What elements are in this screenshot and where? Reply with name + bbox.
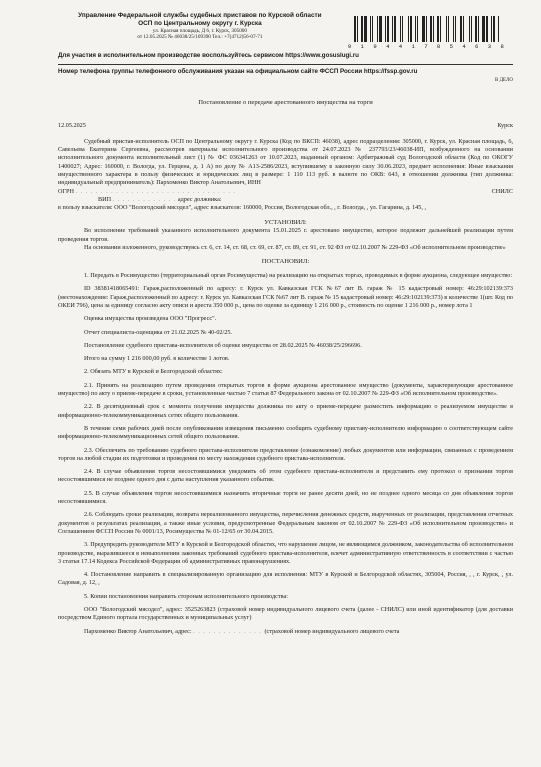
appraiser-line: Оценка имущества произведена ООО "Прогресс". [84, 315, 217, 323]
barcode-bar [428, 16, 429, 42]
org-division: ОСП по Центральному округу г. Курска [138, 20, 262, 27]
gosuslugi-notice: Для участия в исполнительном производстве воспользуйтесь сервисом https://www.gosuslugi.ru [58, 52, 359, 60]
doc-reg-number: от 12.05.2025 № 46038/25/109390 Тел.: +7(4712)56-07-71 [137, 34, 263, 41]
barcode-bar [385, 16, 386, 42]
date-line [58, 122, 513, 130]
barcode-bar [482, 16, 485, 42]
barcode-bar [392, 16, 393, 42]
barcode-bar [415, 16, 416, 42]
barcode-bar [471, 16, 472, 42]
filing-stamp: В ДЕЛО [495, 78, 513, 84]
letterhead [58, 12, 513, 50]
barcode-bar [486, 16, 488, 42]
resolution-item-1: 1. Передать в Росимущество (территориальный орган Росимущества) на реализацию на открытых торгах, проводимых в форме аукциона, следующее имущество: [84, 272, 513, 280]
claimant-paragraph: в пользу взыскателя: ООО "Вологодский мясодел", адрес взыскателя: 160000, Россия, Вологодская обл., , г. Вологда, , ул. Гагарина, д. 145, , [58, 204, 427, 212]
document-date: 12.05.2025 [58, 121, 86, 129]
resolution-item-2-2b: В течение семи рабочих дней после опубликования извещения письменно сообщить судебному приставу-исполнителю информацию о соответствующем сайте информационно-телекоммуникационных сетей общего пользования. [58, 424, 513, 441]
barcode-bar [404, 16, 407, 42]
barcode-bar [357, 16, 358, 42]
barcode-bar [383, 16, 384, 42]
barcode-block [342, 16, 513, 50]
org-name: Управление Федеральной службы судебных приставов по Курской области [78, 12, 322, 19]
barcode-bar [475, 16, 477, 42]
barcode-bar [368, 16, 369, 42]
document-city: Курск [497, 121, 513, 129]
barcode-bar [426, 16, 427, 42]
redacted-field: . . . . . . . . . . . . . . [193, 627, 265, 635]
barcode-bar [493, 16, 495, 42]
barcode-bar [450, 16, 452, 42]
debtor-address-line [58, 196, 513, 204]
resolution-item-2: 2. Обязать МТУ в Курской и Белгородской областях: [84, 368, 223, 376]
section-heading-resolved: ПОСТАНОВИЛ: [261, 258, 310, 266]
barcode-bar [370, 16, 371, 42]
ogrn-label: ОГРН [58, 187, 74, 195]
barcode-bar [390, 16, 391, 42]
preamble-paragraph: Судебный пристав-исполнитель ОСП по Центральному округу г. Курска (Код по ВКСП: 46038), адрес подразделения: 305000, г. Курск, ул. Красная площадь, 6, Савельева Екатерина Сергеевна, рассмотрев материалы исполнительного производства от 24.07.2023 № 237793/23/46038-ИП, возбужденного на основании исполнительного документа исполнительный лист (1) № ФС 036341263 от 10.07.2023, выданный органом: Арбитражный суд Вологодской области (Код по ОКОГУ 1400027; Адрес: 160000, г. Вологда, ул. Герцена, д. 1 А) по делу № А13-2586/2023, вступившему в законную силу 30.06.2023, предмет исполнения: Иные взыскания имущественного характера в пользу физических и юридических лиц в размере: 1 110 113 руб. в валюте по ОКВ: 643, в отношении должника (тип должника: индивидуальный предприниматель): Пархоменко Виктор Анатольевич, ИНН [58, 137, 513, 187]
document-title: Постановление о передаче арестованного имущества на торги [198, 98, 373, 106]
barcode-bar [437, 16, 439, 42]
redacted-field: . . . . . . . . . . . . . [112, 195, 177, 203]
barcode-bar [400, 16, 401, 42]
barcode-bar [419, 16, 421, 42]
fssp-phone-notice: Номер телефона группы телефонного обслуживания указан на официальном сайте ФССП России https://fssp.gov.ru [58, 67, 418, 75]
barcode-bar [489, 16, 490, 42]
barcode-bar [460, 16, 462, 42]
debtor-address-label: адрес должника: [177, 195, 222, 203]
legal-basis-paragraph: На основании изложенного, руководствуясь ст. 6, ст. 14, ст. 68, ст. 69, ст. 87, ст. 89, ст. 91, ст. 92 ФЗ от 02.10.2007 № 229-ФЗ «Об исполнительном производстве» [84, 243, 506, 251]
barcode-bar [440, 16, 441, 42]
barcode-bar [361, 16, 363, 42]
barcode-bar [480, 16, 481, 42]
resolution-item-2-5: 2.5. В случае объявления торгов несостоявшимися назначить вторичные торги не ранее десяти дней, но не позднее одного месяца со дня объявления торгов несостоявшимися. [58, 489, 513, 506]
barcode-bar [455, 16, 456, 42]
barcode-bar [435, 16, 436, 42]
barcode-bar [453, 16, 454, 42]
redacted-field: . . . . . . . . . . . . . . . . . . . . . . . . . . . . . . . . [75, 187, 236, 195]
barcode-bar [377, 16, 378, 42]
resolution-item-2-2: 2.2. В десятидневный срок с момента получения имущества должника по акту о приеме-передаче разместить информацию о реализуемом имуществе в информационно-телекоммуникационных сетях общего пользования. [58, 403, 513, 419]
appraisal-resolution-line: Постановление судебного пристава-исполнителя об оценке имущества от 28.02.2025 № 46038/25/296696. [84, 341, 362, 349]
barcode-bar [397, 16, 399, 42]
barcode-bar [496, 16, 497, 42]
total-line: Итого на сумму 1 216 000,00 руб. в количестве 1 лотов. [84, 355, 230, 363]
barcode-bar [442, 16, 445, 42]
snils-label: СНИЛС [491, 187, 513, 195]
barcode-bar [478, 16, 479, 42]
barcode-bar [469, 16, 470, 42]
resolution-item-2-6: 2.6. Соблюдать сроки реализации, возврата нереализованного имущества, перечисления денежных средств, вырученных от реализации, представления отчетных документов о результатах реализации, а также иные условия, предусмотренные Федеральным законом от 02.10.2007 № 229-ФЗ «Об исполнительном производстве» и Соглашением ФССП России № 0001/13, Росимущества № 01-12/65 от 30.04.2015. [58, 511, 513, 535]
barcode-bar [463, 16, 464, 42]
barcode-bar [498, 16, 499, 42]
org-address: ул. Красная площадь, Д 6, г. Курск, 305000 [152, 28, 247, 34]
vip-label: ВИП [98, 195, 112, 203]
property-description: ID 38381418065491: Гараж,расположенный по адресу: г. Курск ул. Кавказская ГСК №67 лит В. гараж № 15 кадастровый номер: 46:29:102139:373 (местонахождение: Гараж,расположенный по адресу: г. Курск ул. Кавказская ГСК №67 лит В. гараж № 15 кадастровый номер: 46:29:102139:373) в количестве 1(шт. Код по ОКЕИ 796), цена за единицу согласно акту описи и ареста 350 000 р., цена по оценке за единицу 1 216 000 р., стоимость по оценке 1 216 000 р., номер лота 1 [58, 285, 513, 309]
section-heading-established: УСТАНОВИЛ: [264, 218, 307, 226]
barcode-bar [422, 16, 425, 42]
barcode-bar [402, 16, 403, 42]
barcode-bar [379, 16, 382, 42]
barcode-image [342, 16, 513, 42]
resolution-item-2-3: 2.3. Обеспечить по требованию судебного пристава-исполнителя представление (ознакомление) любых документов или информации, связанных с проведением торгов на любой стадии их подготовки и проведения по месту нахождения судебного пристава-исполнителя. [58, 446, 513, 462]
barcode-number: 9 1 9 4 4 1 7 8 5 4 6 3 8 [347, 43, 507, 50]
resolution-item-2-4: 2.4. В случае объявления торгов несостоявшимися уведомить об этом судебного пристава-исполнителя и представить ему протокол о признании торгов несостоявшимися не позднее одного дня с даты наступления указанного события. [58, 468, 513, 484]
divider [58, 64, 513, 65]
debtor-ogrn-line [58, 188, 513, 196]
barcode-bar [417, 16, 418, 42]
barcode-bar [374, 16, 376, 42]
barcode-bar [446, 16, 447, 42]
resolution-item-2-1: 2.1. Принять на реализацию путем проведения открытых торгов в форме аукциона арестованное имущество (документы, характеризующие арестованное имущество) по акту о приеме-передаче в сроки, установленные частью 7 статьи 87 Федерального закона от 02.10.2007 № 229-ФЗ «Об исполнительном производстве». [58, 381, 513, 398]
barcode-bar [473, 16, 474, 42]
barcode-bar [410, 16, 412, 42]
barcode-bar [408, 16, 409, 42]
recipient-debtor-tail: (страховой номер индивидуального лицевого счета [264, 627, 400, 635]
barcode-bar [465, 16, 468, 42]
barcode-bar [394, 16, 396, 42]
barcode-bar [372, 16, 373, 42]
barcode-bar [433, 16, 434, 42]
resolution-item-4: 4. Постановление направить в специализированную организацию для исполнения: МТУ в Курской и Белгородской областях, 305004, Россия, , , г. Курск, , ул. Садовая, д. 12, , [58, 571, 513, 587]
barcode-bar [457, 16, 459, 42]
recipient-debtor [58, 628, 513, 636]
barcode-bar [354, 16, 356, 42]
resolution-item-3: 3. Предупредить руководителя МТУ в Курской и Белгородской областях, что нарушение лицом, не являющимся должником, законодательства об исполнительном производстве, выразившееся в невыполнении законных требований судебного пристава-исполнителя, влечет административную ответственность в соответствии с частью 3 статьи 17.14 Кодекса Российской Федерации об административных правонарушениях. [58, 541, 513, 565]
barcode-bar [387, 16, 389, 42]
issuer-block [58, 12, 342, 40]
resolution-item-5: 5. Копии постановления направить сторонам исполнительного производства: [84, 592, 288, 600]
recipient-debtor-name: Пархоменко Виктор Анатольевич, адрес: [84, 627, 192, 635]
barcode-bar [359, 16, 360, 42]
barcode-bar [491, 16, 492, 42]
barcode-bar [448, 16, 449, 42]
established-paragraph: Во исполнение требований указанного исполнительного документа 15.01.2025 г. арестовано имущество, которое подлежит дальнейшей реализации путем проведения торгов. [58, 227, 513, 243]
barcode-bar [413, 16, 414, 42]
barcode-bar [364, 16, 367, 42]
barcode-bar [430, 16, 432, 42]
appraisal-report-line: Отчет специалиста-оценщика от 21.02.2025 № 40-02/25. [84, 328, 232, 336]
recipient-claimant: ООО "Вологодский мясодел", адрес: 3525263823 (страховой номер индивидуального лицевого счета (далее - СНИЛС) или иной идентификатор (для доставки посредством Единого портала государственных и муниципальных услуг) [58, 606, 513, 622]
